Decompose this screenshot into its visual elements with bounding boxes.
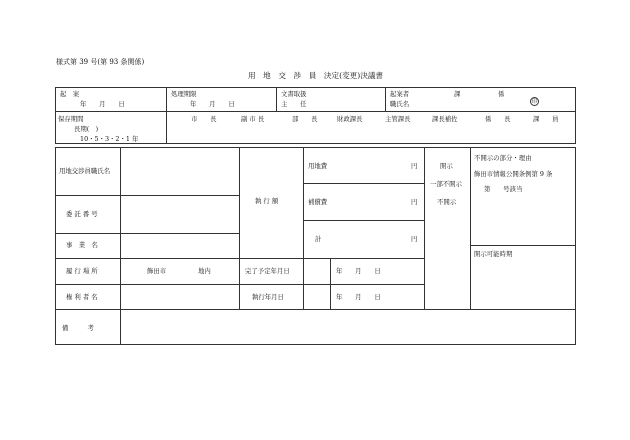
kanryo-yotei-label: 完了予定年月日 <box>245 267 290 275</box>
shokushimei-label: 職氏名 <box>390 100 410 108</box>
kiansha-label: 起案者 <box>390 90 410 98</box>
approver-kain: 課 員 <box>533 115 559 123</box>
approver-bucho: 部 長 <box>292 115 318 123</box>
negotiator-name-label: 用地交渉員職氏名 <box>59 167 111 175</box>
kei-yen: 円 <box>411 235 418 243</box>
biko-label: 備 考 <box>62 324 94 332</box>
kaiji-kanou-label: 開示可能時期 <box>474 250 513 258</box>
approver-kacho-hosa: 課長補佐 <box>432 115 458 123</box>
kian-date: 年 月 日 <box>80 100 125 108</box>
approver-shicho: 市 長 <box>191 115 217 123</box>
rikou-basho-label: 履 行 場 所 <box>66 267 98 275</box>
kenrisha-mei-label: 権 利 者 名 <box>66 293 98 301</box>
shunin-label: 主 任 <box>281 100 307 108</box>
kakari-label: 係 <box>498 90 505 98</box>
city-name: 飾田市 <box>147 267 167 275</box>
kei-label: 計 <box>315 235 322 243</box>
approver-fukushicho: 副 市 長 <box>241 115 265 123</box>
itaku-bango-label: 委 託 番 号 <box>66 210 98 218</box>
reason-title: 不開示の部分・理由 <box>474 154 532 162</box>
shori-kigen-label: 処理期限 <box>171 90 197 98</box>
hozon-label: 保存期間 <box>58 115 84 123</box>
kanryo-yotei-date: 年 月 日 <box>336 267 381 275</box>
jigyo-mei-label: 事 業 名 <box>66 241 98 249</box>
shikko-nengappi-date: 年 月 日 <box>336 293 381 301</box>
hosho-hi-yen: 円 <box>411 198 418 206</box>
bunsho-toriatsukai-label: 文書取扱 <box>281 90 307 98</box>
approver-zaisei-kacho: 財政課長 <box>337 115 363 123</box>
kaiji-option: 開示 <box>440 162 453 170</box>
ichibu-fukaiji-option: 一部不開示 <box>430 180 462 188</box>
shikko-gaku-label: 執 行 額 <box>255 197 279 205</box>
chinai-label: 地内 <box>198 267 211 275</box>
ordinance-text: 飾田市情報公開条例第 9 条 <box>474 170 553 178</box>
approver-shukan-kacho: 主管課長 <box>385 115 411 123</box>
seal-mark: 印 <box>531 99 538 105</box>
form-title: 用 地 交 渉 員 決定(変更)決議書 <box>248 71 384 80</box>
shikko-nengappi-label: 執行年月日 <box>252 293 284 301</box>
ka-label: 課 <box>454 90 461 98</box>
yochi-hi-yen: 円 <box>411 162 418 170</box>
kian-label: 起 案 <box>60 90 80 98</box>
hosho-hi-label: 補償費 <box>308 198 328 206</box>
article-text: 第 号該当 <box>484 185 523 193</box>
header-divider <box>55 111 576 112</box>
form-number: 様式第 39 号(第 93 条関係) <box>56 58 145 66</box>
hozon-choki: 長期( ) <box>74 125 99 133</box>
fukaiji-option: 不開示 <box>437 198 457 206</box>
shori-kigen-date: 年 月 日 <box>190 100 235 108</box>
yochi-hi-label: 用地費 <box>308 162 328 170</box>
hozon-years: 10・5・3・2・1 年 <box>80 135 139 143</box>
approver-kakaricho: 係 長 <box>485 115 511 123</box>
